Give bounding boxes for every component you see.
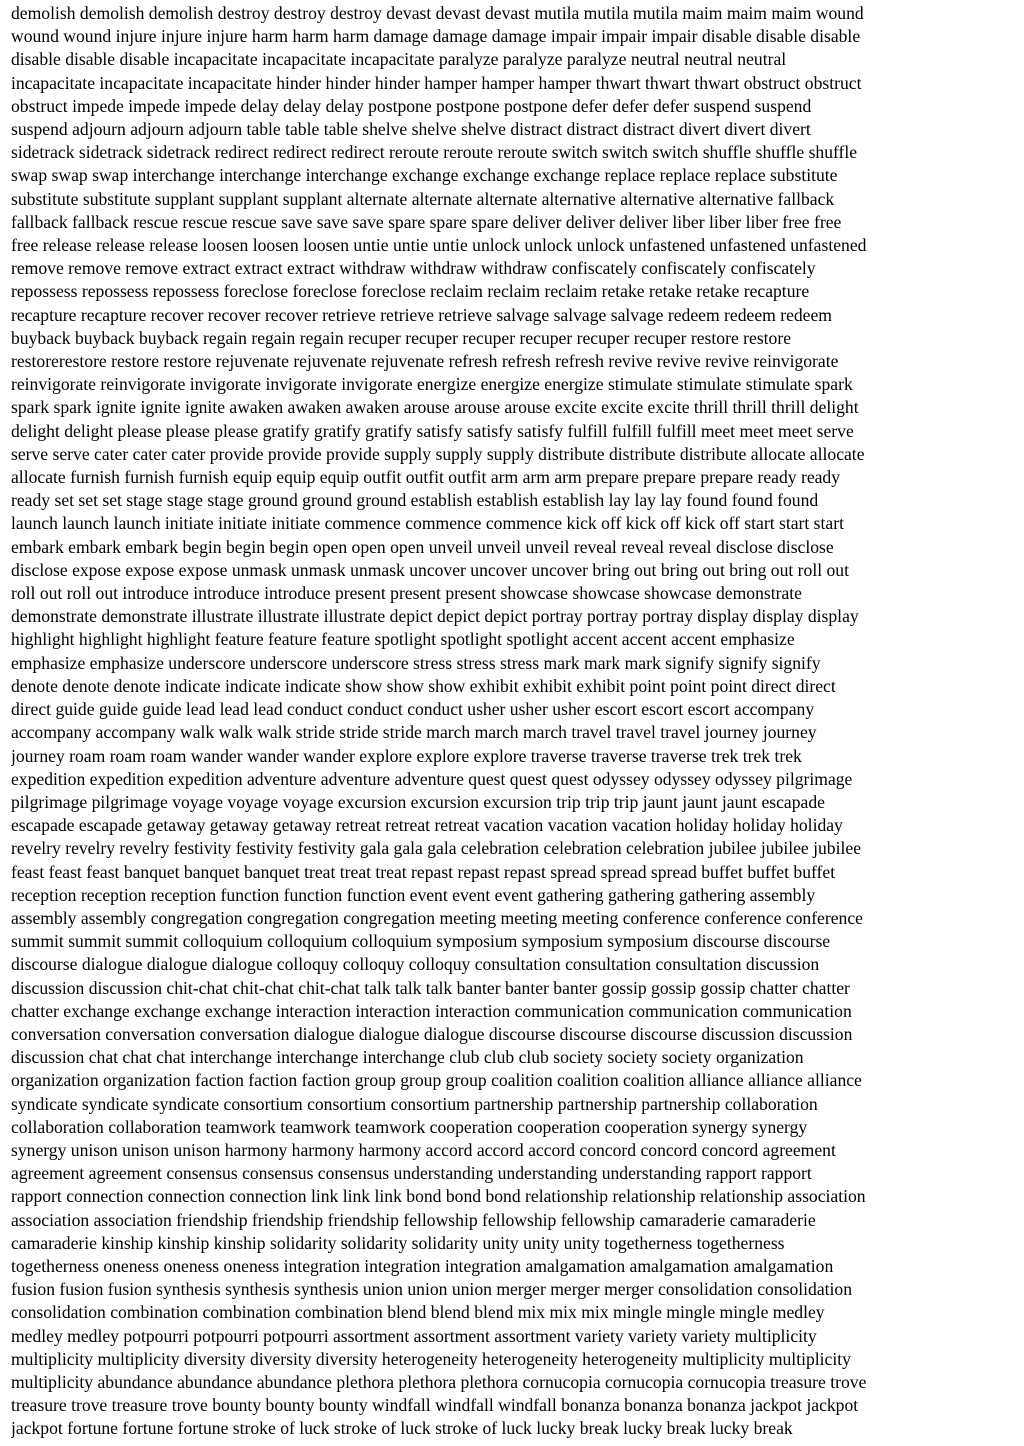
text-line: discourse dialogue dialogue dialogue colloquy colloquy colloquy consultation consultation consultation discussion (11, 954, 820, 975)
text-line: journey roam roam roam wander wander wander explore explore explore traverse traverse traverse trek trek trek (11, 745, 802, 766)
text-line: serve serve cater cater cater provide provide provide supply supply supply distribute distribute distribute allocate allocate (11, 443, 865, 464)
text-line: agreement agreement consensus consensus consensus understanding understanding understanding rapport rapport (11, 1163, 812, 1184)
text-line: rapport connection connection connection link link link bond bond bond relationship relationship relationship association (11, 1186, 866, 1207)
text-line: roll out roll out introduce introduce introduce present present present showcase showcase showcase demonstrate (11, 583, 802, 604)
text-line: fusion fusion fusion synthesis synthesis synthesis union union union merger merger merger consolidation consolidation (11, 1279, 853, 1300)
text-line: recapture recapture recover recover recover retrieve retrieve retrieve salvage salvage salvage redeem redeem redeem (11, 304, 832, 325)
text-line: reinvigorate reinvigorate invigorate invigorate invigorate energize energize energize stimulate stimulate stimulate spark (11, 374, 853, 395)
text-line: camaraderie kinship kinship kinship solidarity solidarity solidarity unity unity unity togetherness togetherness (11, 1232, 785, 1253)
text-line: consolidation combination combination combination blend blend blend mix mix mix mingle mingle mingle medley (11, 1302, 825, 1323)
text-line: restorerestore restore restore rejuvenate rejuvenate rejuvenate refresh refresh refresh revive revive revive reinvigorate (11, 351, 839, 372)
text-line: summit summit summit colloquium colloquium colloquium symposium symposium symposium discourse discourse (11, 931, 831, 952)
text-line: direct guide guide guide lead lead lead conduct conduct conduct usher usher usher escort escort escort accompany (11, 699, 815, 720)
text-line: launch launch launch initiate initiate initiate commence commence commence kick off kick off kick off start start start (11, 513, 844, 534)
text-line: treasure trove treasure trove bounty bounty bounty windfall windfall windfall bonanza bonanza bonanza jackpot jackpot (11, 1395, 859, 1416)
text-line: disable disable disable incapacitate incapacitate incapacitate paralyze paralyze paralyze neutral neutral neutral (11, 49, 787, 70)
text-line: spark spark ignite ignite ignite awaken awaken awaken arouse arouse arouse excite excite excite thrill thrill thrill delight (11, 397, 859, 418)
text-line: fallback fallback rescue rescue rescue save save save spare spare spare deliver deliver deliver liber liber liber free free (11, 211, 842, 232)
text-line: organization organization faction faction faction group group group coalition coalition coalition alliance alliance alliance (11, 1070, 862, 1091)
text-line: togetherness oneness oneness oneness integration integration integration amalgamation amalgamation amalgamation (11, 1255, 834, 1276)
text-line: expedition expedition expedition adventure adventure adventure quest quest quest odyssey odyssey odyssey pilgrimage (11, 768, 853, 789)
text-line: obstruct impede impede impede delay delay delay postpone postpone postpone defer defer defer suspend suspend (11, 95, 812, 116)
text-block (11, 2, 1014, 1441)
text-line: disclose expose expose expose unmask unmask unmask uncover uncover uncover bring out bring out bring out roll out (11, 559, 849, 580)
text-line: substitute substitute supplant supplant supplant alternate alternate alternate alternative alternative alternative fallback (11, 188, 835, 209)
text-line: demolish demolish demolish destroy destroy destroy devast devast devast mutila mutila mutila maim maim maim wound (11, 3, 864, 23)
text-line: ready set set set stage stage stage ground ground ground establish establish establish lay lay lay found found found (11, 490, 819, 511)
text-line: collaboration collaboration teamwork teamwork teamwork cooperation cooperation cooperation synergy synergy (11, 1116, 808, 1137)
text-line: repossess repossess repossess foreclose foreclose foreclose reclaim reclaim reclaim retake retake retake recapture (11, 281, 810, 302)
text-line: medley medley potpourri potpourri potpourri assortment assortment assortment variety variety variety multiplicity (11, 1325, 817, 1346)
text-line: revelry revelry revelry festivity festivity festivity gala gala gala celebration celebration celebration jubilee jubilee jubilee (11, 838, 861, 859)
text-line: swap swap swap interchange interchange interchange exchange exchange exchange replace replace replace substitute (11, 165, 838, 186)
text-line: wound wound injure injure injure harm harm harm damage damage damage impair impair impair disable disable disable (11, 26, 861, 47)
text-line: jackpot fortune fortune fortune stroke of luck stroke of luck stroke of luck lucky break lucky break lucky break (11, 1418, 793, 1439)
text-line: delight delight please please please gratify gratify gratify satisfy satisfy satisfy fulfill fulfill fulfill meet meet meet serve (11, 420, 854, 441)
text-line: suspend adjourn adjourn adjourn table table table shelve shelve shelve distract distract distract divert divert divert (11, 119, 811, 140)
text-line: embark embark embark begin begin begin open open open unveil unveil unveil reveal reveal reveal disclose disclose (11, 536, 834, 557)
text-line: accompany accompany walk walk walk stride stride stride march march march travel travel travel journey journey (11, 722, 817, 743)
text-line: multiplicity abundance abundance abundance plethora plethora plethora cornucopia cornucopia cornucopia treasure trove (11, 1371, 867, 1392)
text-line: pilgrimage pilgrimage voyage voyage voyage excursion excursion excursion trip trip trip jaunt jaunt jaunt escapade (11, 791, 825, 812)
text-line: multiplicity multiplicity diversity diversity diversity heterogeneity heterogeneity heterogeneity multiplicity multiplicity (11, 1348, 851, 1369)
text-line: assembly assembly congregation congregation congregation meeting meeting meeting conference conference conference (11, 907, 863, 928)
text-line: remove remove remove extract extract extract withdraw withdraw withdraw confiscately confiscately confiscately (11, 258, 816, 279)
text-line: syndicate syndicate syndicate consortium consortium consortium partnership partnership partnership collaboration (11, 1093, 818, 1114)
text-line: emphasize emphasize underscore underscore underscore stress stress stress mark mark mark signify signify signify (11, 652, 821, 673)
text-line: demonstrate demonstrate illustrate illustrate illustrate depict depict depict portray portray portray display display display (11, 606, 859, 627)
text-line: free release release release loosen loosen loosen untie untie untie unlock unlock unlock unfastened unfastened unfastened (11, 235, 867, 256)
text-line: synergy unison unison unison harmony harmony harmony accord accord accord concord concord concord agreement (11, 1139, 836, 1160)
text-line: discussion discussion chit-chat chit-chat chit-chat talk talk talk banter banter banter gossip gossip gossip chatter chatter (11, 977, 850, 998)
text-line: association association friendship friendship friendship fellowship fellowship fellowship camaraderie camaraderie (11, 1209, 816, 1230)
text-line: sidetrack sidetrack sidetrack redirect redirect redirect reroute reroute reroute switch switch switch shuffle shuffle shuffle (11, 142, 858, 163)
text-line: discussion chat chat chat interchange interchange interchange club club club society society society organization (11, 1047, 804, 1068)
text-line: escapade escapade getaway getaway getaway retreat retreat retreat vacation vacation vacation holiday holiday holiday (11, 815, 843, 836)
text-line: denote denote denote indicate indicate indicate show show show exhibit exhibit exhibit point point point direct direct (11, 675, 836, 696)
text-line: reception reception reception function function function event event event gathering gathering gathering assembly (11, 884, 816, 905)
text-line: buyback buyback buyback regain regain regain recuper recuper recuper recuper recuper recuper restore restore (11, 327, 792, 348)
text-line: feast feast feast banquet banquet banquet treat treat treat repast repast repast spread spread spread buffet buffet buffet (11, 861, 836, 882)
text-line: allocate furnish furnish furnish equip equip equip outfit outfit outfit arm arm arm prepare prepare prepare ready ready (11, 467, 841, 488)
text-line: chatter exchange exchange exchange interaction interaction interaction communication communication communication (11, 1000, 852, 1021)
text-line: highlight highlight highlight feature feature feature spotlight spotlight spotlight accent accent accent emphasize (11, 629, 795, 650)
text-line: incapacitate incapacitate incapacitate hinder hinder hinder hamper hamper hamper thwart thwart thwart obstruct obstruct (11, 72, 862, 93)
text-line: conversation conversation conversation dialogue dialogue dialogue discourse discourse discourse discussion discussion (11, 1023, 853, 1044)
